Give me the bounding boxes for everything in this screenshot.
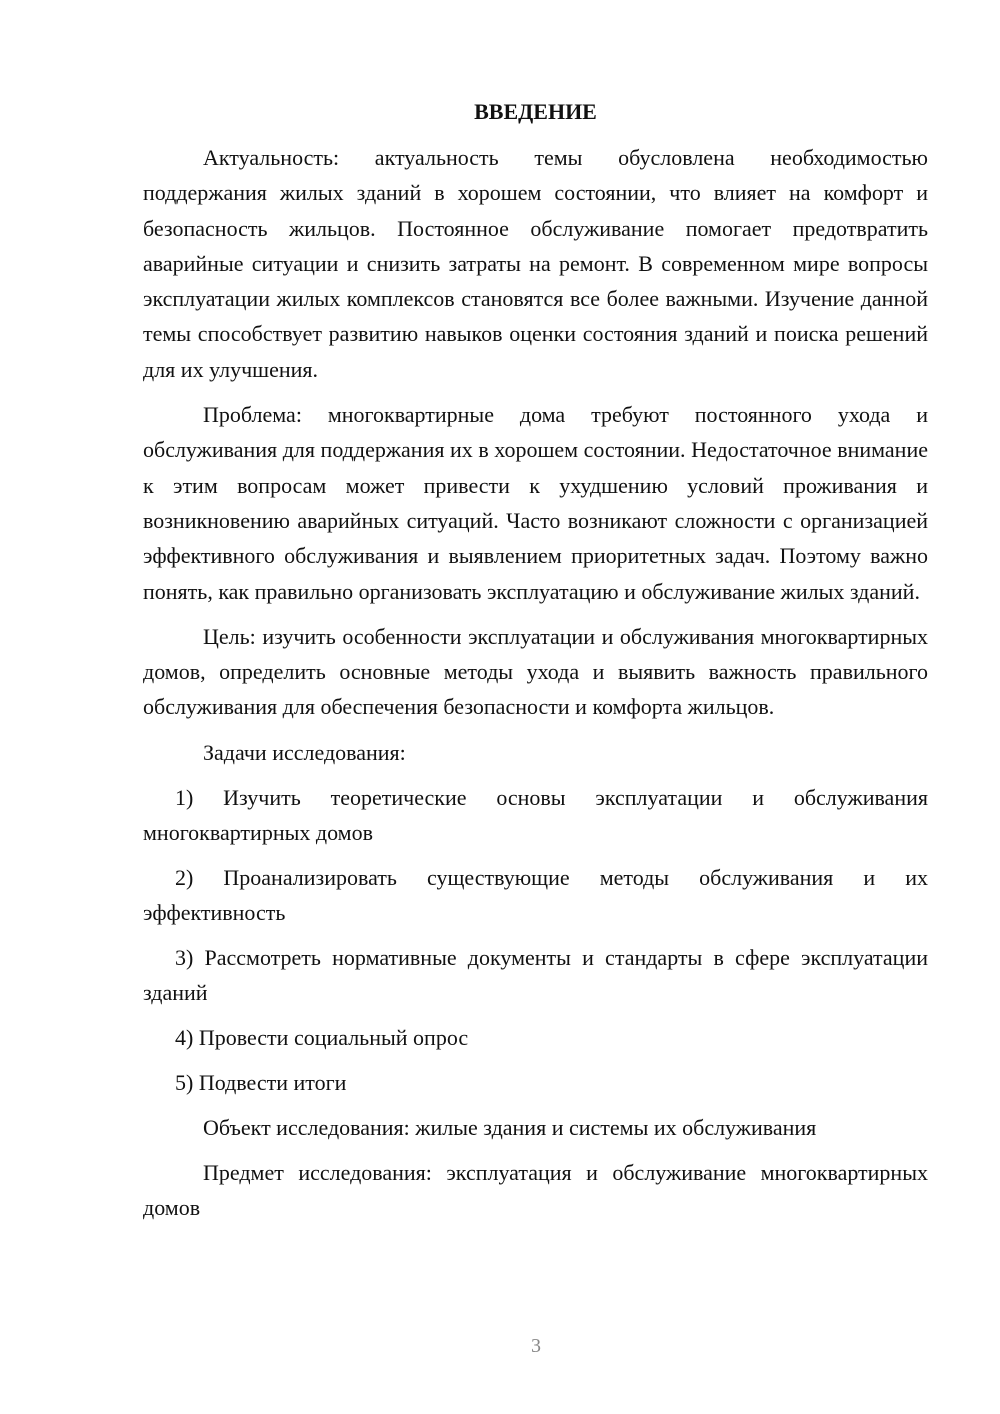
goal-paragraph: Цель: изучить особенности эксплуатации и обслуживания многоквартирных домов, определить основные методы ухода и выявить важность правильного обслуживания для обеспечения безопасности и комфорта жильцов. bbox=[143, 623, 928, 720]
research-object: Объект исследования: жилые здания и системы их обслуживания bbox=[203, 1114, 817, 1140]
page-number: 3 bbox=[531, 1335, 541, 1357]
page-content bbox=[143, 92, 928, 1235]
problem-paragraph: Проблема: многоквартирные дома требуют постоянного ухода и обслуживания для поддержания их в хорошем состоянии. Недостаточное внимание к этим вопросам может привести к ухудшению условий проживания и возникновению аварийных ситуаций. Часто возникают сложности с организацией эффективного обслуживания и выявлением приоритетных задач. Поэтому важно понять, как правильно организовать эксплуатацию и обслуживание жилых зданий. bbox=[143, 402, 928, 604]
task-item-3: 3) Рассмотреть нормативные документы и стандарты в сфере эксплуатации зданий bbox=[143, 944, 928, 1005]
section-title: ВВЕДЕНИЕ bbox=[474, 99, 597, 124]
relevance-paragraph: Актуальность: актуальность темы обусловлена необходимостью поддержания жилых зданий в хорошем состоянии, что влияет на комфорт и безопасность жильцов. Постоянное обслуживание помогает предотвратить аварийные ситуации и снизить затраты на ремонт. В современном мире вопросы эксплуатации жилых комплексов становятся все более важными. Изучение данной темы способствует развитию навыков оценки состояния зданий и поиска решений для их улучшения. bbox=[143, 145, 928, 382]
research-subject: Предмет исследования: эксплуатация и обслуживание многоквартирных домов bbox=[143, 1159, 928, 1221]
task-item-4: 4) Провести социальный опрос bbox=[175, 1024, 469, 1050]
tasks-label: Задачи исследования: bbox=[203, 739, 406, 765]
task-item-2: 2) Проанализировать существующие методы обслуживания и их эффективность bbox=[143, 864, 928, 925]
task-item-1: 1) Изучить теоретические основы эксплуатации и обслуживания многоквартирных домов bbox=[143, 784, 928, 845]
task-item-5: 5) Подвести итоги bbox=[175, 1069, 347, 1095]
